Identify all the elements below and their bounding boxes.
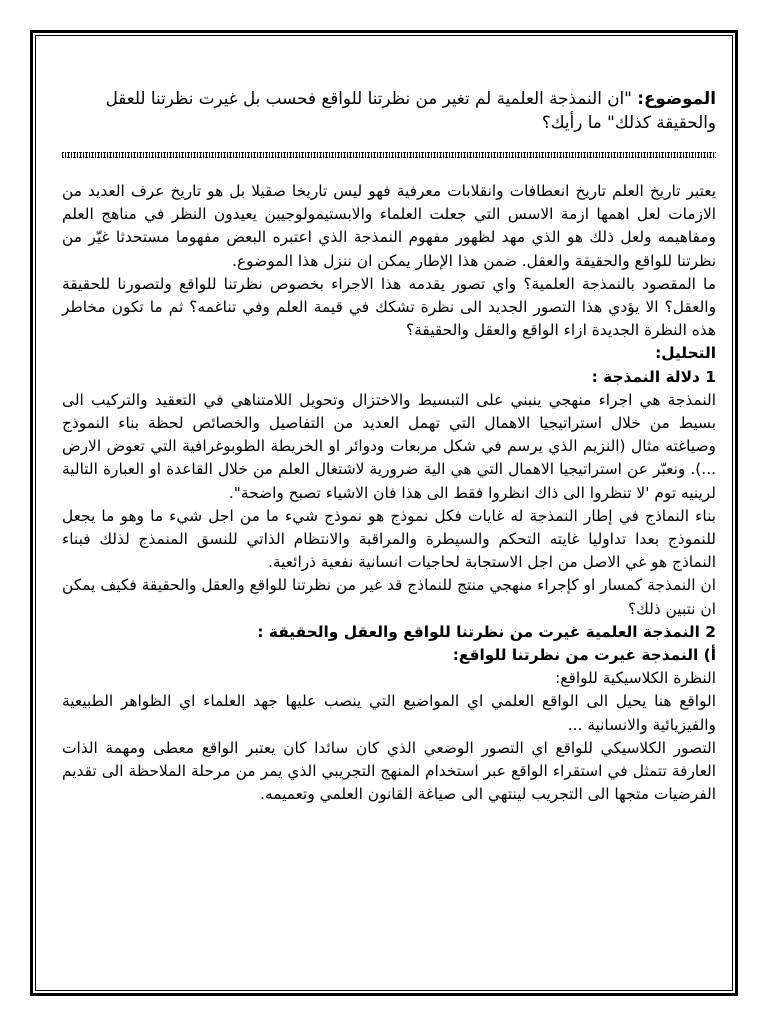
divider — [62, 152, 716, 158]
classical-paragraph: الواقع هنا يحيل الى الواقع العلمي اي المواضيع التي ينصب عليها جهد العلماء اي الظواهر الطبيعية والفيزيائية والانسانية ... — [62, 692, 716, 734]
positivist-paragraph: التصور الكلاسيكي للواقع اي التصور الوضعي الذي كان سائدا كان يعتبر الواقع معطى ومهمة الذات العارفة تتمثل في استقراء الواقع عبر استخدام المنهج التجريبي الذي يمر من مرحلة الملاحظة الى تقديم الفرضيات متجها الى التجريب لينتهي الى صياغة القانون العلمي وتعميمه. — [62, 738, 716, 804]
classical-heading: النظرة الكلاسيكية للواقع: — [555, 669, 716, 688]
models-paragraph: بناء النماذج في إطار النمذجة له غايات فكل نموذج هو نموذج شيء ما من اجل شيء ما وهو ما يجعل للنموذج بعدا تداوليا غايته التحكم والسيطرة والمراقبة والانتظام الذاتي للنسق المنمذج لذلك فبناء النماذج هو غي الاصل من اجل الاستجابة لحاجيات انسانية نفعية ذرائعية. — [62, 506, 716, 572]
section2a-heading: أ) النمذجة غيرت من نظرتنا للواقع: — [452, 646, 716, 665]
subject-text: "ان النمذجة العلمية لم تغير من نظرتنا للواقع فحسب بل غيرت نظرتنا للعقل والحقيقة كذلك" ما رأيك؟ — [105, 88, 716, 132]
questions-paragraph: ما المقصود بالنمذجة العلمية؟ واي تصور يقدمه هذا الاجراء بخصوص نظرتنا للواقع ولتصورنا للحقيقة والعقل؟ الا يؤدي هذا التصور الجديد الى نظرة تشكك في قيمة العلم وفي تناغمه؟ ثم ما تكون مخاطر هذه النظرة الجديدة ازاء الواقع والعقل والحقيقة؟ — [62, 274, 716, 340]
section1-heading: 1 دلالة النمذجة : — [591, 367, 716, 386]
section2-heading: 2 النمذجة العلمية غيرت من نظرتنا للواقع والعقل والحقيقة : — [257, 622, 716, 641]
subject-label: الموضوع: — [637, 88, 716, 108]
intro-paragraph: يعتبر تاريخ العلم تاريخ انعطافات وانقلابات معرفية فهو ليس تاريخا صقيلا بل هو تاريخ عرف العديد من الازمات لعل اهمها ازمة الاسس التي جعلت العلماء والابستيمولوجيين يعيدون النظر في مناهج العلم ومفاهيمه ولعل ذلك هو الذي مهد لظهور مفهوم النمذجة الذي اعتبره البعض مفهوما مستحدثا غيّر من نظرتنا للواقع والحقيقة والعقل. ضمن هذا الإطار يمكن ان ننزل هذا الموضوع. — [62, 182, 716, 270]
document-body — [62, 86, 716, 806]
analysis-heading: التحليل: — [655, 344, 716, 363]
section1-paragraph: النمذجة هي اجراء منهجي ينبني على التبسيط والاختزال وتحويل اللامتناهي في التعقيد والتركيب الى بسيط من خلال استراتيجيا الاهمال التي تهمل العديد من التفاصيل والخصائص لحظة بناء النموذج وصياغته مثال (النزيم الذي يرسم في شكل مربعات ودوائر او الخريطة الطوبوغرافية التي تعوض الارض ...). ونعبّر عن استراتيجيا الاهمال التي هي الية ضرورية لاشتغال العلم من خلال القاعدة او العبارة التالية لرينيه توم 'لا تنظروا الى ذاك انظروا فقط الى هذا فان الاشياء تصبح واضحة". — [62, 390, 716, 502]
subject-line — [62, 86, 716, 134]
transition-paragraph: ان النمذجة كمسار او كإجراء منهجي منتج للنماذج قد غير من نظرتنا للواقع والعقل والحقيقة فكيف يمكن ان نتبين ذلك؟ — [62, 576, 716, 618]
